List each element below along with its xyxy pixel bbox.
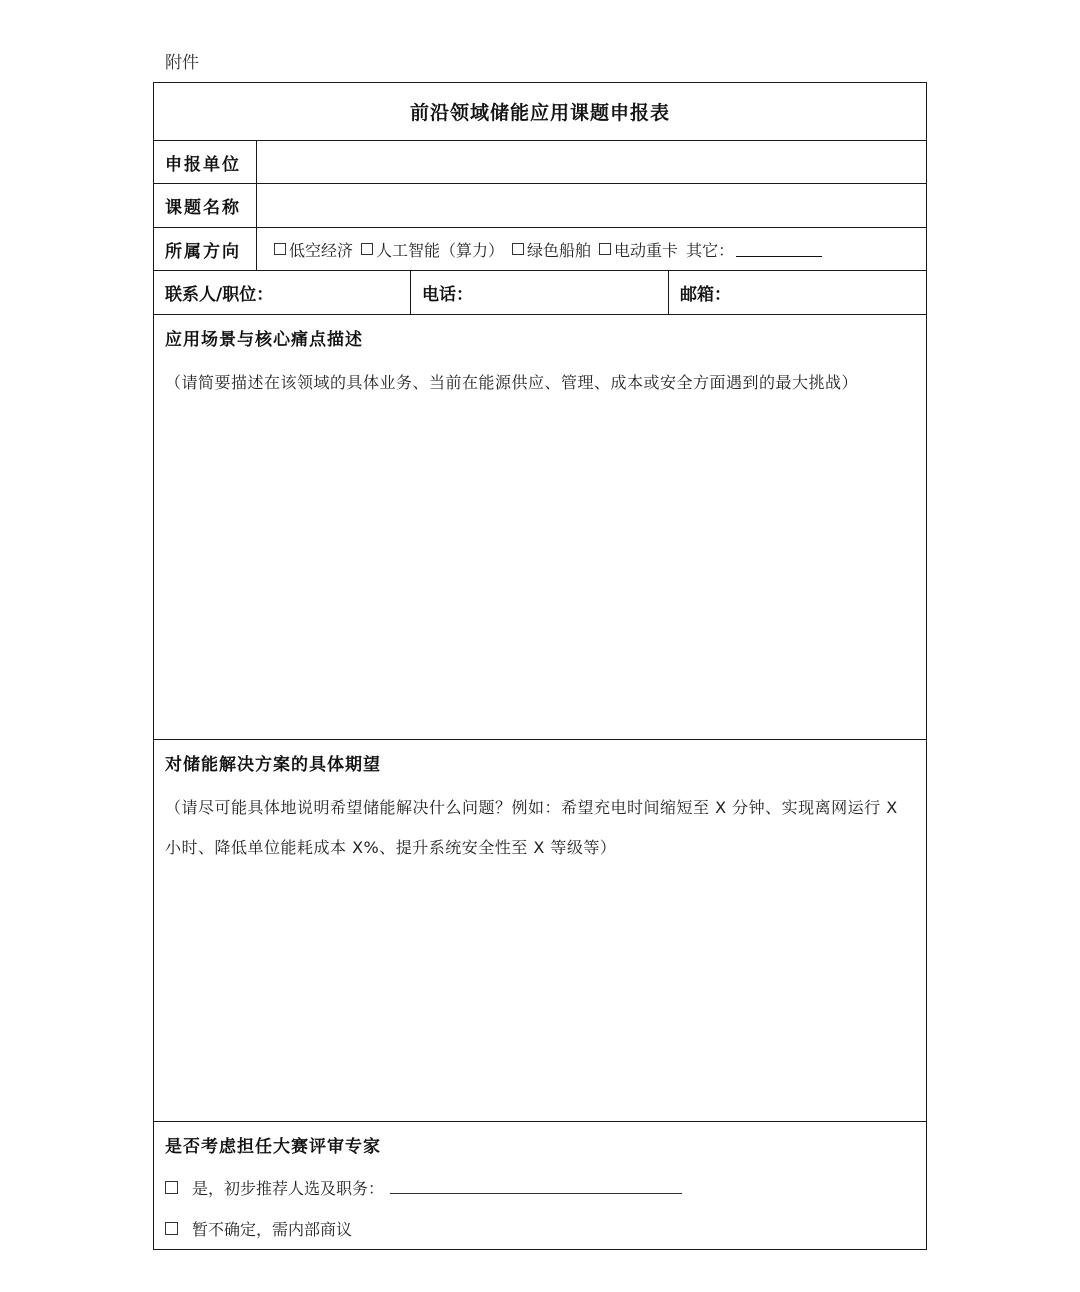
direction-option-label: 低空经济 — [289, 240, 354, 260]
expert-option-unsure[interactable] — [165, 1217, 352, 1240]
direction-option[interactable] — [361, 238, 504, 261]
expert-title: 是否考虑担任大赛评审专家 — [165, 1137, 381, 1157]
email-label: 邮箱： — [680, 285, 731, 305]
phone-cell[interactable] — [411, 271, 669, 314]
checkbox-icon[interactable] — [361, 243, 373, 255]
direction-label: 所属方向 — [154, 228, 257, 270]
direction-option[interactable] — [512, 238, 591, 261]
checkbox-icon[interactable] — [599, 243, 611, 255]
form-title: 前沿领域储能应用课题申报表 — [409, 102, 670, 124]
expert-option-yes[interactable] — [165, 1176, 682, 1199]
direction-other-label: 其它： — [686, 240, 735, 260]
scenario-title: 应用场景与核心痛点描述 — [165, 330, 363, 350]
direction-option-label: 绿色船舶 — [527, 240, 592, 260]
application-form — [153, 82, 927, 1250]
unit-row — [154, 141, 926, 184]
scenario-description: （请简要描述在该领域的具体业务、当前在能源供应、管理、成本或安全方面遇到的最大挑战） — [165, 373, 859, 392]
expectation-title: 对储能解决方案的具体期望 — [165, 755, 381, 775]
expert-option-unsure-label: 暂不确定，需内部商议 — [192, 1220, 353, 1239]
attachment-label: 附件 — [165, 53, 199, 73]
scenario-section[interactable] — [154, 315, 926, 740]
direction-row — [154, 228, 926, 271]
direction-options — [274, 228, 918, 270]
phone-label: 电话： — [422, 285, 473, 305]
unit-input-cell[interactable] — [257, 141, 926, 183]
contact-person-cell[interactable] — [154, 271, 411, 314]
expert-recommendation-input[interactable] — [390, 1181, 682, 1194]
expectation-section[interactable] — [154, 740, 926, 1122]
checkbox-icon[interactable] — [165, 1222, 178, 1235]
checkbox-icon[interactable] — [512, 243, 524, 255]
expert-option-yes-label: 是，初步推荐人选及职务： — [192, 1179, 385, 1198]
contact-person-label: 联系人/职位： — [165, 285, 274, 305]
email-cell[interactable] — [669, 271, 926, 314]
direction-other-input[interactable] — [736, 242, 822, 257]
expert-section — [154, 1122, 926, 1249]
direction-option-label: 电动重卡 — [614, 240, 679, 260]
direction-option-label: 人工智能（算力） — [376, 240, 505, 260]
checkbox-icon[interactable] — [165, 1181, 178, 1194]
unit-label: 申报单位 — [154, 141, 257, 183]
direction-option[interactable] — [599, 238, 678, 261]
topic-label: 课题名称 — [154, 184, 257, 227]
checkbox-icon[interactable] — [274, 243, 286, 255]
direction-option[interactable] — [274, 238, 353, 261]
topic-row — [154, 184, 926, 228]
expectation-description: （请尽可能具体地说明希望储能解决什么问题？例如：希望充电时间缩短至 X 分钟、实现离网运行 X 小时、降低单位能耗成本 X%、提升系统安全性至 X 等级等） — [165, 798, 898, 857]
form-title-row — [154, 83, 926, 141]
topic-input-cell[interactable] — [257, 184, 926, 227]
contact-row — [154, 271, 926, 315]
